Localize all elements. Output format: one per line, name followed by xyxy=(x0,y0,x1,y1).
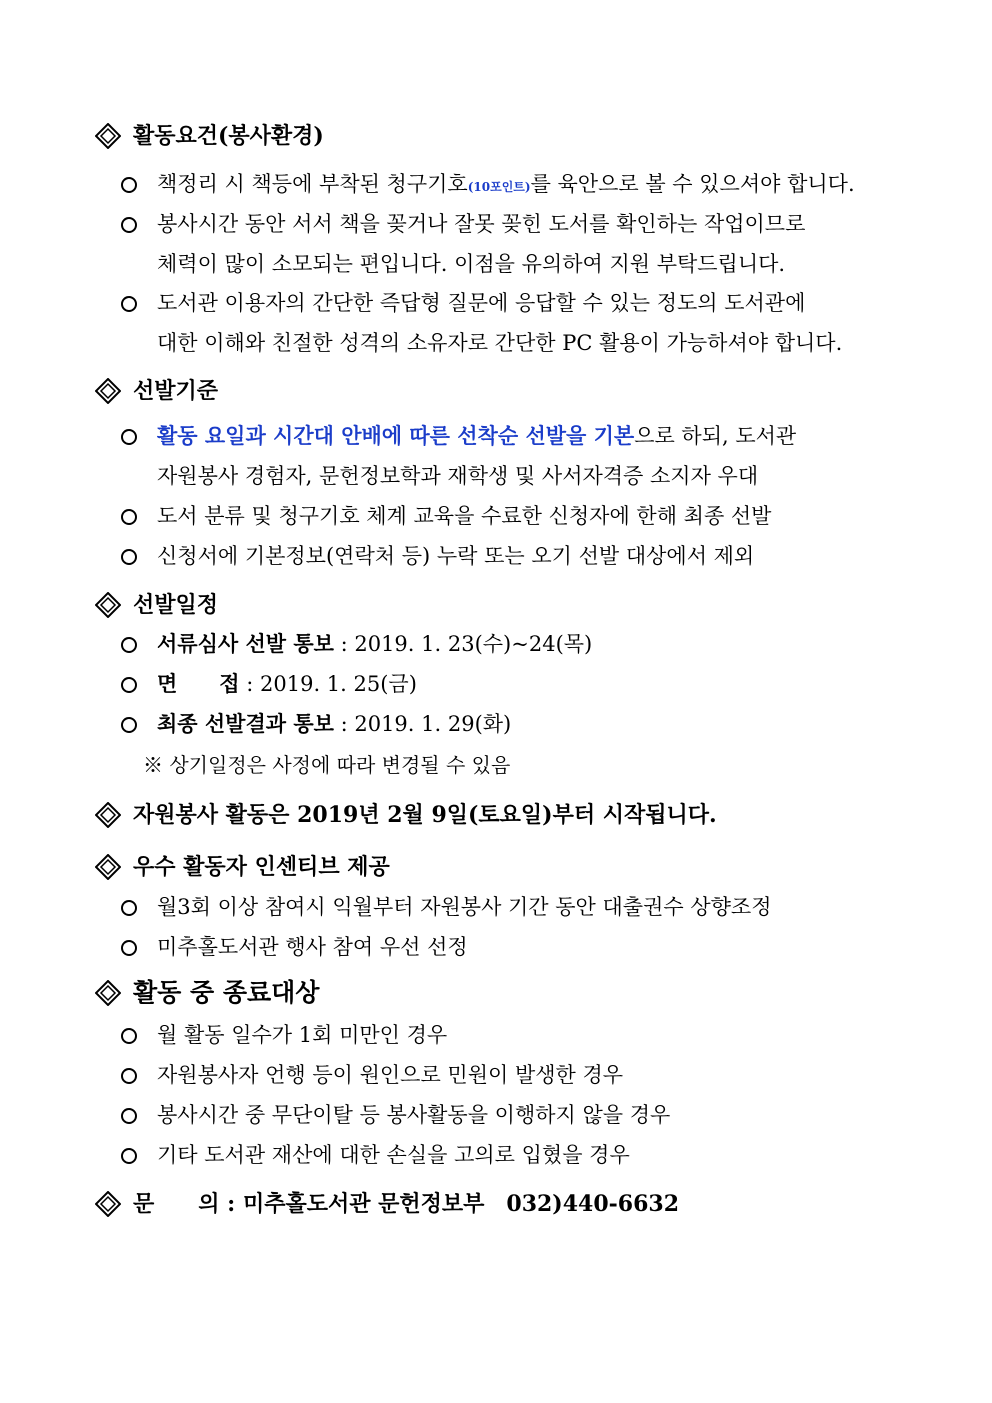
diamond-icon xyxy=(95,802,121,828)
incentive-item-2: 미추홀도서관 행사 참여 우선 선정 xyxy=(157,935,468,959)
termination-item-3: 봉사시간 중 무단이탈 등 봉사활동을 이행하지 않을 경우 xyxy=(157,1103,671,1127)
section-heading-requirements: 활동요건(봉사환경) xyxy=(133,123,324,149)
section-heading-termination: 활동 중 종료대상 xyxy=(133,978,320,1007)
section-heading-activity-start: 자원봉사 활동은 2019년 2월 9일(토요일)부터 시작됩니다. xyxy=(133,802,717,828)
section-heading-selection-schedule: 선발일정 xyxy=(133,592,219,618)
schedule-note: ※ 상기일정은 사정에 따라 변경될 수 있음 xyxy=(143,753,511,777)
diamond-icon xyxy=(95,592,121,618)
requirement-item-2-line-1: 봉사시간 동안 서서 책을 꽂거나 잘못 꽂힌 도서를 확인하는 작업이므로 xyxy=(157,212,806,236)
termination-item-1: 월 활동 일수가 1회 미만인 경우 xyxy=(157,1023,448,1047)
circle-bullet-icon xyxy=(121,940,137,956)
circle-bullet-icon xyxy=(121,1068,137,1084)
requirement-item-3-line-1: 도서관 이용자의 간단한 즉답형 질문에 응답할 수 있는 정도의 도서관에 xyxy=(157,291,806,315)
requirement-item-1: 책정리 시 책등에 부착된 청구기호(10포인트)를 육안으로 볼 수 있으셔야 합니다. xyxy=(157,172,855,196)
diamond-icon xyxy=(95,854,121,880)
diamond-icon xyxy=(95,980,121,1006)
requirement-item-3-line-2: 대한 이해와 친절한 성격의 소유자로 간단한 PC 활용이 가능하셔야 합니다. xyxy=(157,331,843,355)
schedule-item-interview: 면 접 : 2019. 1. 25(금) xyxy=(157,671,417,696)
schedule-item-document-review: 서류심사 선발 통보 : 2019. 1. 23(수)~24(목) xyxy=(157,631,593,656)
circle-bullet-icon xyxy=(121,1148,137,1164)
circle-bullet-icon xyxy=(121,677,137,693)
circle-bullet-icon xyxy=(121,217,137,233)
incentive-item-1: 월3회 이상 참여시 익월부터 자원봉사 기간 동안 대출권수 상향조정 xyxy=(157,895,772,919)
circle-bullet-icon xyxy=(121,1028,137,1044)
circle-bullet-icon xyxy=(121,429,137,445)
circle-bullet-icon xyxy=(121,549,137,565)
termination-item-2: 자원봉사자 언행 등이 원인으로 민원이 발생한 경우 xyxy=(157,1063,624,1087)
circle-bullet-icon xyxy=(121,177,137,193)
criteria-item-1-line-2: 자원봉사 경험자, 문헌정보학과 재학생 및 사서자격증 소지자 우대 xyxy=(157,464,759,488)
circle-bullet-icon xyxy=(121,637,137,653)
contact-info: 문 의 : 미추홀도서관 문헌정보부 032)440-6632 xyxy=(133,1191,680,1217)
criteria-item-2: 도서 분류 및 청구기호 체계 교육을 수료한 신청자에 한해 최종 선발 xyxy=(157,504,772,528)
requirement-item-2-line-2: 체력이 많이 소모되는 편입니다. 이점을 유의하여 지원 부탁드립니다. xyxy=(157,252,786,276)
schedule-item-final-result: 최종 선발결과 통보 : 2019. 1. 29(화) xyxy=(157,711,512,736)
circle-bullet-icon xyxy=(121,900,137,916)
circle-bullet-icon xyxy=(121,296,137,312)
termination-item-4: 기타 도서관 재산에 대한 손실을 고의로 입혔을 경우 xyxy=(157,1143,630,1167)
section-heading-selection-criteria: 선발기준 xyxy=(133,378,219,404)
criteria-item-3: 신청서에 기본정보(연락처 등) 누락 또는 오기 선발 대상에서 제외 xyxy=(157,544,755,568)
criteria-item-1-line-1: 활동 요일과 시간대 안배에 따른 선착순 선발을 기본으로 하되, 도서관 xyxy=(157,423,797,448)
circle-bullet-icon xyxy=(121,509,137,525)
section-heading-incentives: 우수 활동자 인센티브 제공 xyxy=(133,854,390,880)
diamond-icon xyxy=(95,378,121,404)
circle-bullet-icon xyxy=(121,1108,137,1124)
diamond-icon xyxy=(95,123,121,149)
diamond-icon xyxy=(95,1191,121,1217)
circle-bullet-icon xyxy=(121,717,137,733)
